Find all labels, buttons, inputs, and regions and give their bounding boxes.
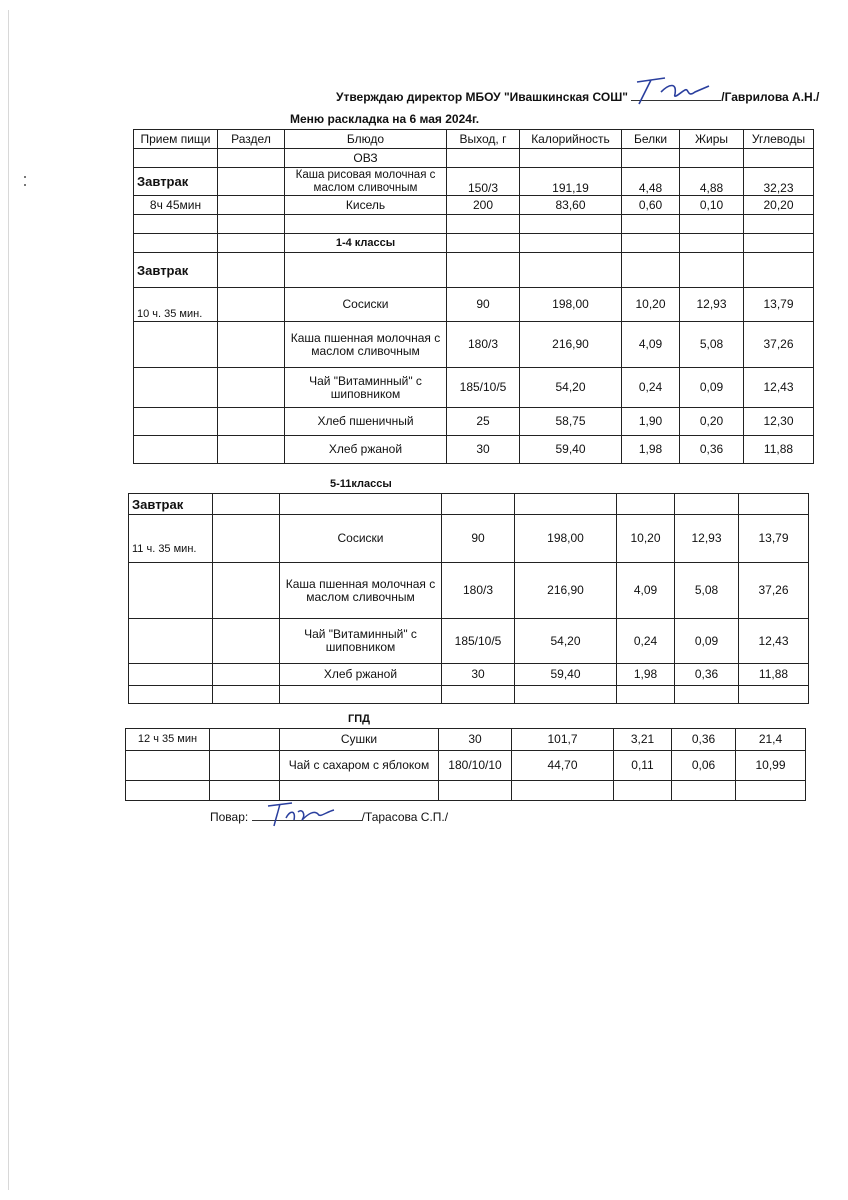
dish-calories: 216,90	[515, 563, 617, 619]
scan-speck	[24, 176, 26, 178]
dish-carbs: 12,43	[744, 368, 814, 408]
dish-carbs: 13,79	[744, 288, 814, 322]
dish-fat: 12,93	[675, 515, 739, 563]
section-title-5-11: 5-11классы	[330, 478, 392, 490]
table-row	[126, 751, 806, 781]
col-yield: Выход, г	[447, 130, 520, 149]
dish-name: Чай "Витаминный" с шиповником	[285, 368, 447, 408]
dish-yield: 185/10/5	[442, 619, 515, 664]
table-row	[134, 436, 814, 464]
meal-label: Завтрак	[134, 253, 218, 288]
col-meal: Прием пищи	[134, 130, 218, 149]
table-row	[129, 664, 809, 686]
table-row	[129, 563, 809, 619]
dish-fat: 4,88	[680, 168, 744, 196]
dish-carbs: 20,20	[744, 196, 814, 215]
table-row	[129, 494, 809, 515]
section-title-ovz: ОВЗ	[285, 149, 447, 168]
dish-calories: 198,00	[515, 515, 617, 563]
dish-fat: 0,06	[672, 751, 736, 781]
dish-carbs: 37,26	[739, 563, 809, 619]
section-title-gpd: ГПД	[348, 713, 370, 725]
dish-carbs: 13,79	[739, 515, 809, 563]
dish-fat: 0,20	[680, 408, 744, 436]
table-row	[129, 515, 809, 563]
dish-calories: 54,20	[515, 619, 617, 664]
table-row	[126, 781, 806, 801]
dish-carbs: 32,23	[744, 168, 814, 196]
dish-name: Чай "Витаминный" с шиповником	[280, 619, 442, 664]
col-carbs: Углеводы	[744, 130, 814, 149]
col-calories: Калорийность	[520, 130, 622, 149]
col-protein: Белки	[622, 130, 680, 149]
dish-yield: 30	[439, 729, 512, 751]
dish-carbs: 12,30	[744, 408, 814, 436]
dish-name: Хлеб ржаной	[280, 664, 442, 686]
dish-fat: 5,08	[675, 563, 739, 619]
dish-calories: 83,60	[520, 196, 622, 215]
dish-protein: 10,20	[622, 288, 680, 322]
table-row	[134, 215, 814, 234]
menu-table-5-11	[128, 493, 809, 704]
approval-text: Утверждаю директор МБОУ "Ивашкинская СОШ"	[336, 90, 628, 104]
dish-carbs: 12,43	[739, 619, 809, 664]
table-row	[134, 196, 814, 215]
dish-name: Каша пшенная молочная с маслом сливочным	[280, 563, 442, 619]
col-section: Раздел	[218, 130, 285, 149]
menu-table-gpd	[125, 728, 806, 801]
dish-calories: 58,75	[520, 408, 622, 436]
dish-protein: 0,11	[614, 751, 672, 781]
dish-name: Каша пшенная молочная с маслом сливочным	[285, 322, 447, 368]
dish-fat: 5,08	[680, 322, 744, 368]
col-dish: Блюдо	[285, 130, 447, 149]
dish-yield: 150/3	[447, 168, 520, 196]
director-name: /Гаврилова А.Н./	[721, 90, 820, 104]
dish-protein: 10,20	[617, 515, 675, 563]
dish-carbs: 11,88	[739, 664, 809, 686]
table-row	[134, 322, 814, 368]
section-row-ovz	[134, 149, 814, 168]
meal-label: Завтрак	[129, 494, 213, 515]
dish-yield: 90	[442, 515, 515, 563]
dish-calories: 59,40	[515, 664, 617, 686]
dish-yield: 200	[447, 196, 520, 215]
dish-protein: 4,09	[617, 563, 675, 619]
dish-carbs: 37,26	[744, 322, 814, 368]
dish-name: Сосиски	[280, 515, 442, 563]
dish-fat: 0,36	[675, 664, 739, 686]
dish-yield: 30	[442, 664, 515, 686]
dish-name: Хлеб пшеничный	[285, 408, 447, 436]
dish-calories: 59,40	[520, 436, 622, 464]
dish-name: Каша рисовая молочная с маслом сливочным	[285, 168, 447, 196]
dish-fat: 0,36	[672, 729, 736, 751]
dish-protein: 1,98	[622, 436, 680, 464]
dish-protein: 4,48	[622, 168, 680, 196]
approval-line	[336, 90, 819, 104]
menu-title: Меню раскладка на 6 мая 2024г.	[290, 112, 480, 126]
table-row	[129, 619, 809, 664]
director-signature-icon	[625, 72, 715, 108]
scan-edge	[8, 10, 9, 1190]
dish-calories: 54,20	[520, 368, 622, 408]
dish-yield: 25	[447, 408, 520, 436]
dish-protein: 1,98	[617, 664, 675, 686]
dish-name: Чай с сахаром с яблоком	[280, 751, 439, 781]
dish-fat: 0,36	[680, 436, 744, 464]
meal-time: 11 ч. 35 мин.	[129, 515, 213, 563]
dish-calories: 216,90	[520, 322, 622, 368]
cook-signature-icon	[262, 798, 342, 830]
dish-fat: 0,09	[680, 368, 744, 408]
meal-time: 8ч 45мин	[134, 196, 218, 215]
meal-time: 12 ч 35 мин	[126, 729, 210, 751]
dish-calories: 191,19	[520, 168, 622, 196]
meal-label: Завтрак	[134, 168, 218, 196]
dish-yield: 185/10/5	[447, 368, 520, 408]
dish-calories: 101,7	[512, 729, 614, 751]
section-row-1-4	[134, 234, 814, 253]
dish-protein: 0,60	[622, 196, 680, 215]
dish-fat: 12,93	[680, 288, 744, 322]
cook-name: /Тарасова С.П./	[361, 810, 449, 824]
table-row	[126, 729, 806, 751]
table-row	[134, 368, 814, 408]
dish-yield: 30	[447, 436, 520, 464]
cook-label: Повар:	[210, 810, 249, 824]
dish-carbs: 21,4	[736, 729, 806, 751]
table-row	[134, 408, 814, 436]
col-fat: Жиры	[680, 130, 744, 149]
dish-name: Кисель	[285, 196, 447, 215]
table-row	[134, 253, 814, 288]
dish-fat: 0,09	[675, 619, 739, 664]
dish-yield: 180/3	[442, 563, 515, 619]
dish-protein: 4,09	[622, 322, 680, 368]
meal-time: 10 ч. 35 мин.	[134, 288, 218, 322]
scan-speck	[24, 184, 26, 186]
dish-yield: 180/3	[447, 322, 520, 368]
dish-name: Сосиски	[285, 288, 447, 322]
dish-carbs: 11,88	[744, 436, 814, 464]
dish-yield: 180/10/10	[439, 751, 512, 781]
table-row	[134, 168, 814, 196]
dish-name: Сушки	[280, 729, 439, 751]
dish-yield: 90	[447, 288, 520, 322]
dish-calories: 198,00	[520, 288, 622, 322]
dish-protein: 1,90	[622, 408, 680, 436]
dish-name: Хлеб ржаной	[285, 436, 447, 464]
dish-fat: 0,10	[680, 196, 744, 215]
dish-protein: 0,24	[617, 619, 675, 664]
section-title-1-4: 1-4 классы	[285, 234, 447, 253]
dish-protein: 0,24	[622, 368, 680, 408]
menu-table-main	[133, 129, 814, 464]
table-header-row	[134, 130, 814, 149]
table-row	[129, 686, 809, 704]
dish-carbs: 10,99	[736, 751, 806, 781]
dish-protein: 3,21	[614, 729, 672, 751]
dish-calories: 44,70	[512, 751, 614, 781]
table-row	[134, 288, 814, 322]
